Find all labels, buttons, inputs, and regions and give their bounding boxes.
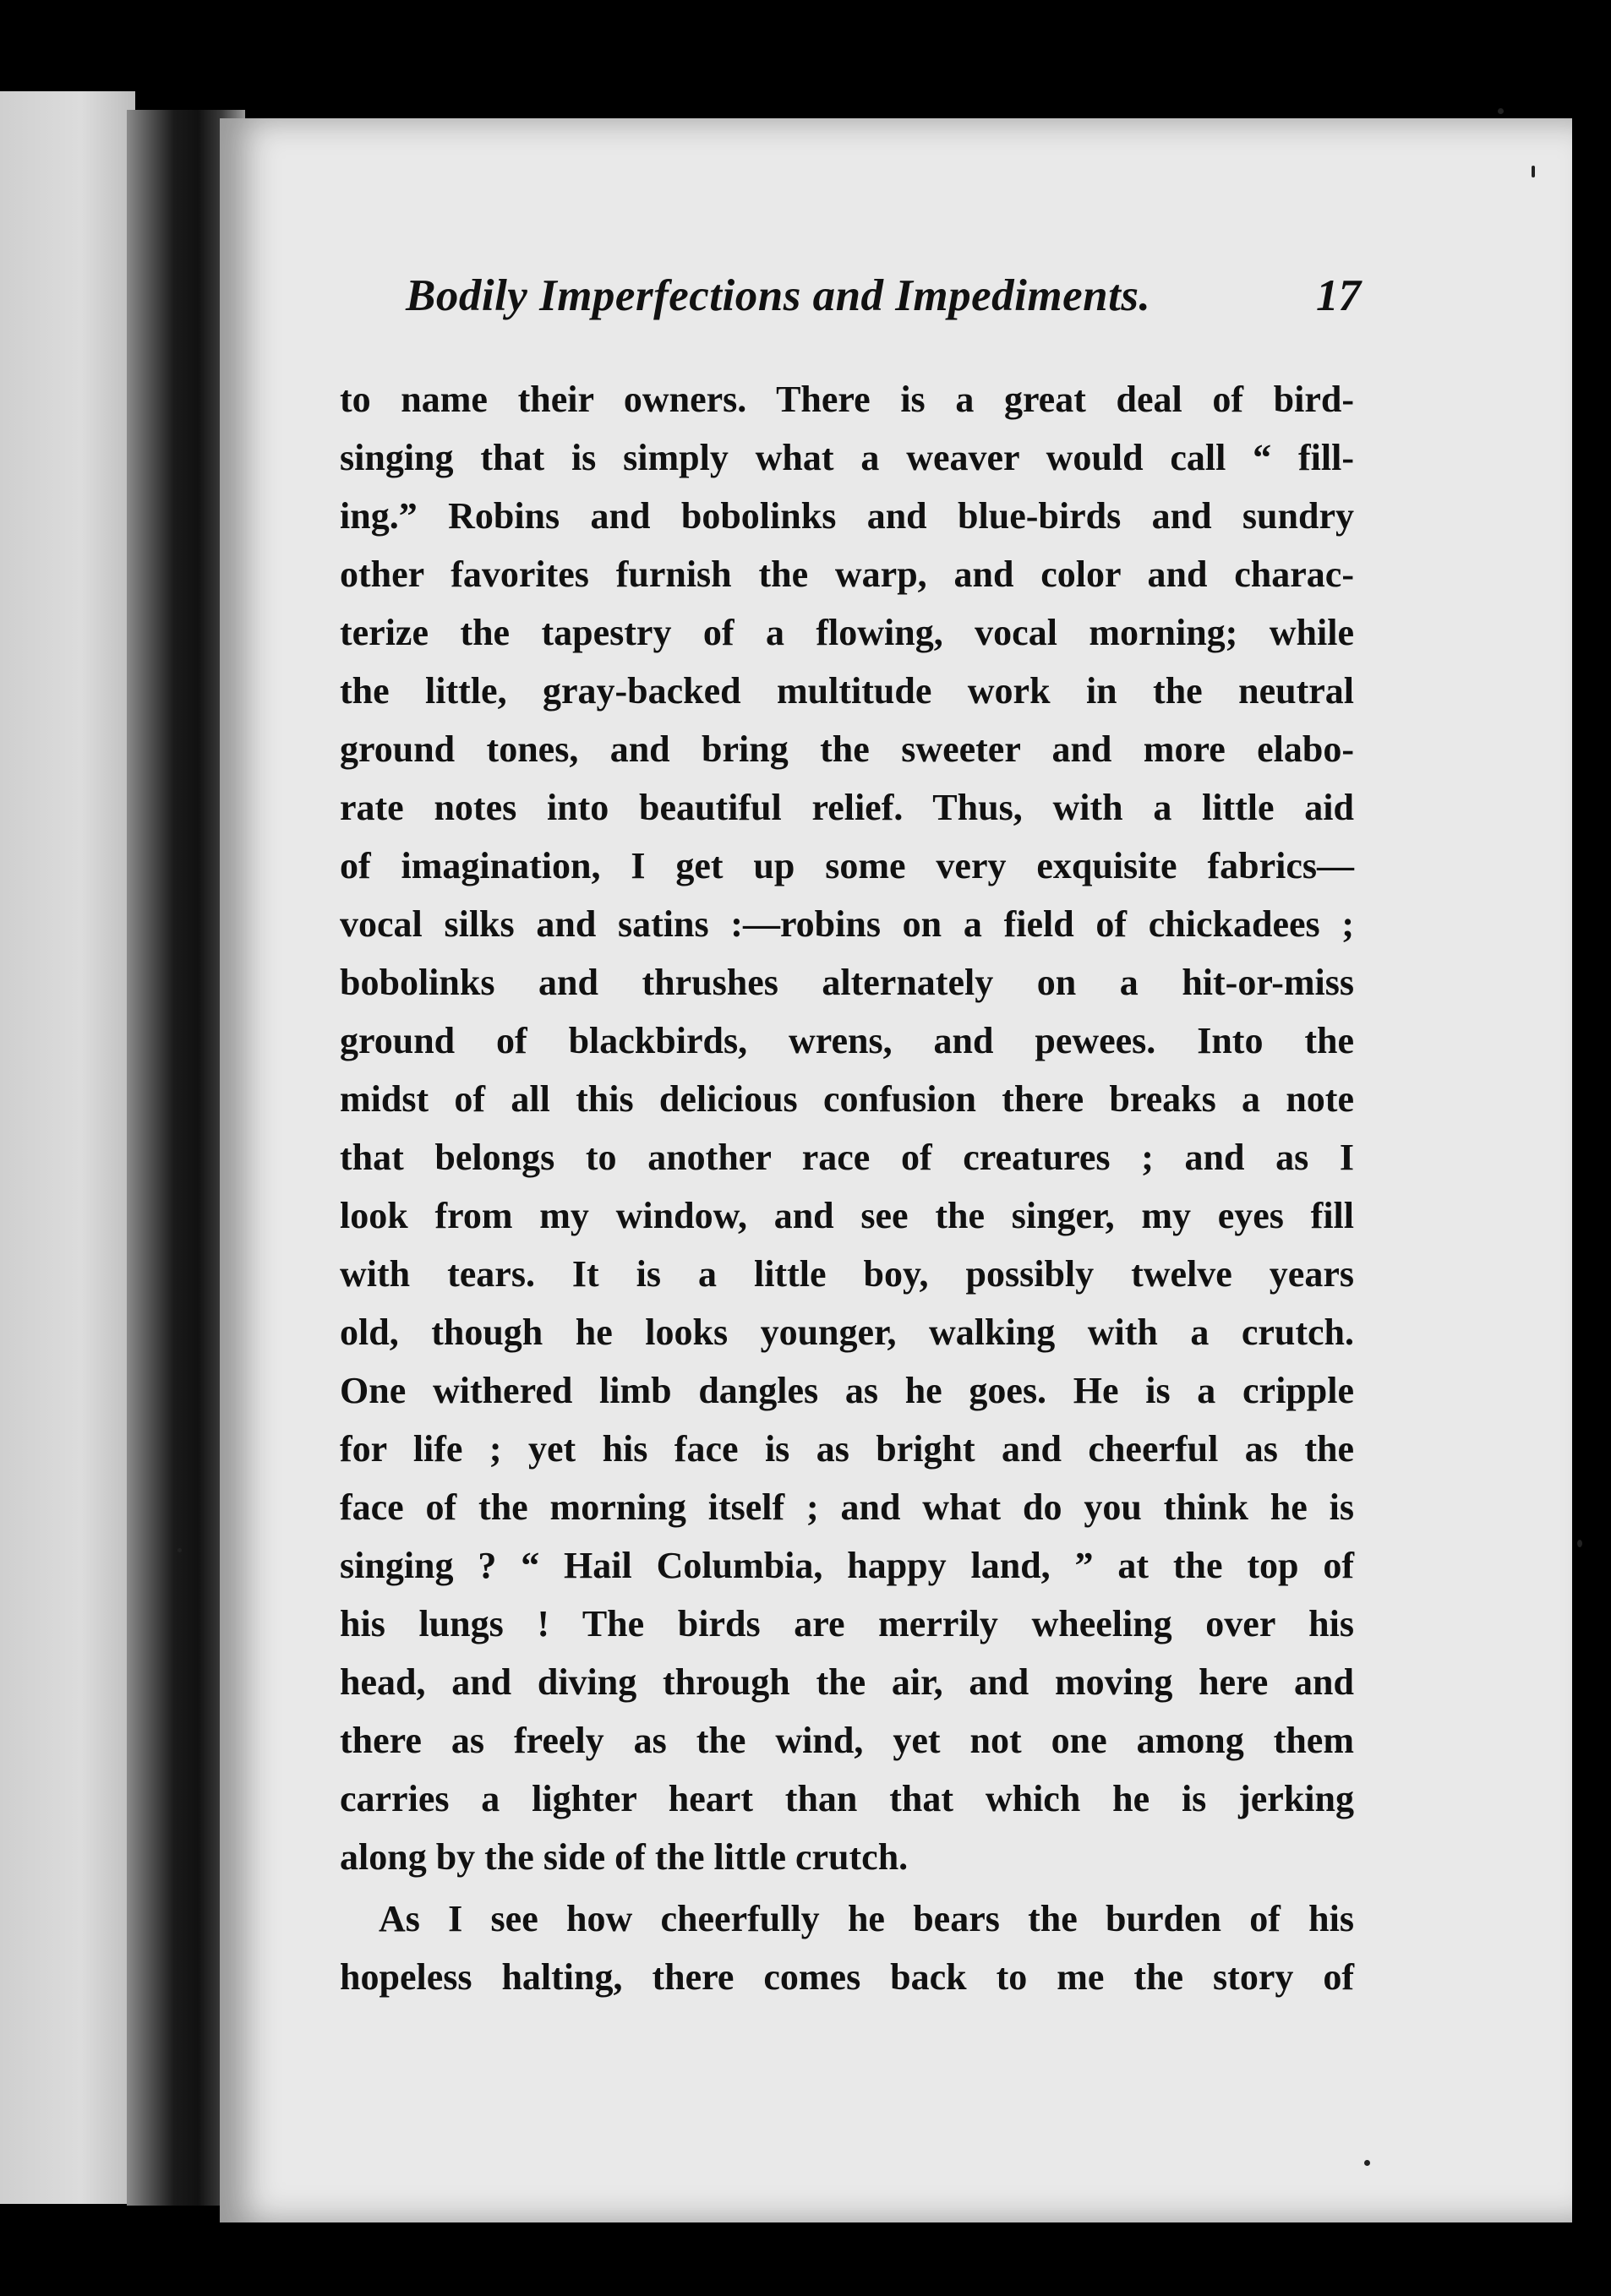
text-line: for life ; yet his face is as bright and cheerful as the	[340, 1428, 1354, 1470]
text-line: carries a lighter heart than that which he is jerking	[340, 1778, 1354, 1819]
scan-speck	[1577, 1540, 1582, 1547]
text-line: old, though he looks younger, walking with a crutch.	[340, 1312, 1354, 1353]
body-text	[340, 370, 1354, 2006]
text-line: the little, gray-backed multitude work in the neutral	[340, 670, 1354, 712]
text-line: singing ? “ Hail Columbia, happy land, ” at the top of	[340, 1545, 1354, 1586]
page-header	[406, 270, 1361, 330]
text-line: rate notes into beautiful relief. Thus, with a little aid	[340, 787, 1354, 828]
page-number: 17	[1316, 271, 1361, 320]
scan-speck	[1532, 166, 1535, 177]
text-line: One withered limb dangles as he goes. He is a cripple	[340, 1370, 1354, 1411]
scan-speck	[1498, 108, 1504, 114]
text-line: look from my window, and see the singer, my eyes fill	[340, 1195, 1354, 1236]
paragraph-start-line: As I see how cheerfully he bears the burden of his	[379, 1898, 1354, 1939]
facing-page-edge	[0, 91, 135, 2204]
text-line: hopeless halting, there comes back to me the story of	[340, 1956, 1354, 1998]
text-line: vocal silks and satins :—robins on a field of chickadees ;	[340, 903, 1354, 945]
text-line: his lungs ! The birds are merrily wheeling over his	[340, 1603, 1354, 1644]
text-line: terize the tapestry of a flowing, vocal morning; while	[340, 612, 1354, 653]
text-line: along by the side of the little crutch.	[340, 1836, 909, 1878]
text-line: ing.” Robins and bobolinks and blue-birds and sundry	[340, 495, 1354, 537]
text-line: of imagination, I get up some very exquisite fabrics—	[340, 845, 1354, 886]
text-line: head, and diving through the air, and moving here and	[340, 1661, 1354, 1703]
text-line: that belongs to another race of creatures ; and as I	[340, 1137, 1354, 1178]
text-line: to name their owners. There is a great deal of bird-	[340, 379, 1354, 420]
running-title: Bodily Imperfections and Impediments.	[406, 271, 1151, 320]
scan-speck	[177, 1548, 182, 1552]
text-line: bobolinks and thrushes alternately on a hit-or-miss	[340, 962, 1354, 1003]
text-line: midst of all this delicious confusion there breaks a note	[340, 1078, 1354, 1120]
text-line: ground of blackbirds, wrens, and pewees. Into the	[340, 1020, 1354, 1061]
text-line: other favorites furnish the warp, and color and charac-	[340, 554, 1354, 595]
text-line: with tears. It is a little boy, possibly twelve years	[340, 1253, 1354, 1295]
text-line: there as freely as the wind, yet not one among them	[340, 1720, 1354, 1761]
text-line: face of the morning itself ; and what do you think he is	[340, 1486, 1354, 1528]
text-line: singing that is simply what a weaver would call “ fill-	[340, 437, 1354, 478]
text-line: ground tones, and bring the sweeter and more elabo-	[340, 728, 1354, 770]
scan-speck	[1364, 2160, 1370, 2166]
